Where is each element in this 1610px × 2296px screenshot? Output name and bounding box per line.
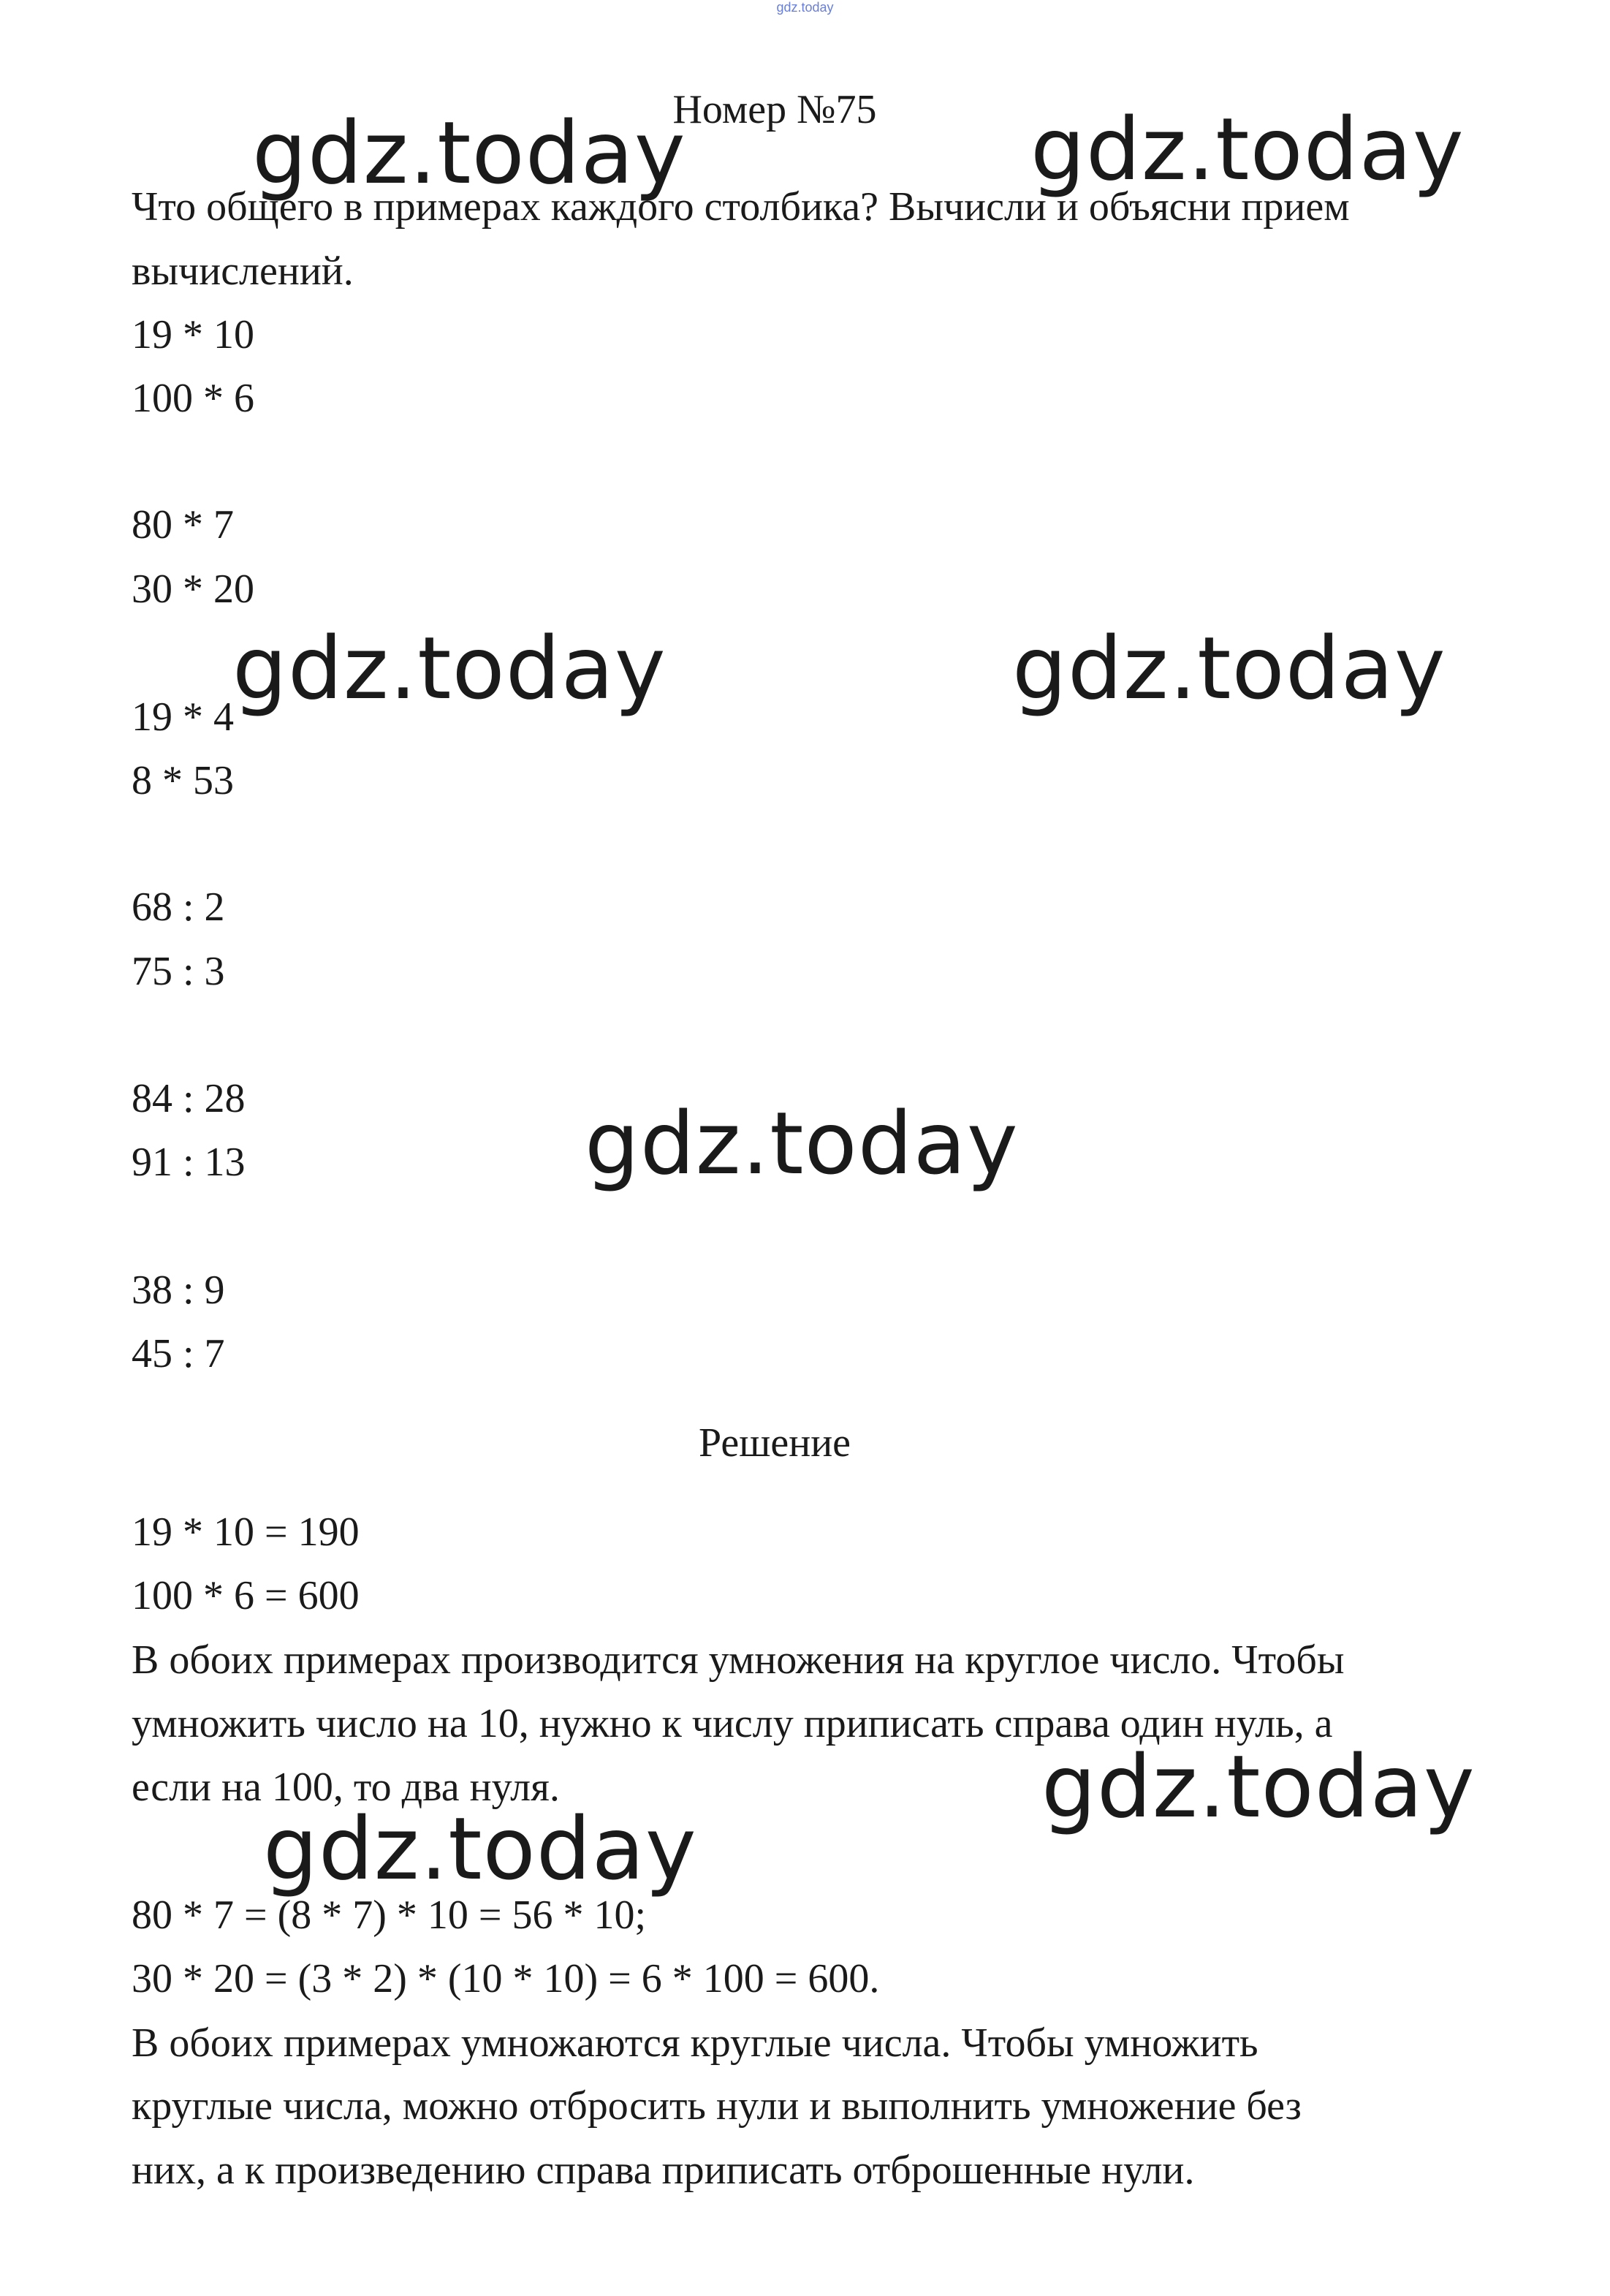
example-7: 68 : 2 <box>132 884 225 930</box>
solution-line-5: если на 100, то два нуля. <box>132 1765 560 1810</box>
header-watermark: gdz.today <box>776 0 834 15</box>
watermark: gdz.today <box>585 1093 1019 1194</box>
watermark: gdz.today <box>252 102 686 203</box>
watermark: gdz.today <box>263 1798 697 1899</box>
solution-line-4: умножить число на 10, нужно к числу приписать справа один нуль, а <box>132 1701 1333 1746</box>
solution-line-6: 80 * 7 = (8 * 7) * 10 = 56 * 10; <box>132 1893 647 1938</box>
example-2: 100 * 6 <box>132 376 254 421</box>
example-11: 38 : 9 <box>132 1268 225 1313</box>
solution-line-7: 30 * 20 = (3 * 2) * (10 * 10) = 6 * 100 = 600. <box>132 1956 880 2001</box>
example-6: 8 * 53 <box>132 758 234 803</box>
solution-line-9: круглые числа, можно отбросить нули и выполнить умножение без <box>132 2083 1302 2129</box>
example-8: 75 : 3 <box>132 949 225 994</box>
example-10: 91 : 13 <box>132 1140 246 1185</box>
example-9: 84 : 28 <box>132 1076 246 1121</box>
example-12: 45 : 7 <box>132 1331 225 1376</box>
solution-heading: Решение <box>698 1420 851 1466</box>
example-3: 80 * 7 <box>132 502 234 548</box>
watermark: gdz.today <box>232 618 667 719</box>
watermark: gdz.today <box>1030 99 1465 200</box>
solution-line-3: В обоих примерах производится умножения на круглое число. Чтобы <box>132 1637 1345 1683</box>
example-1: 19 * 10 <box>132 312 254 357</box>
page-title: Номер №75 <box>672 87 877 132</box>
watermark: gdz.today <box>1012 618 1446 719</box>
solution-line-8: В обоих примерах умножаются круглые числа. Чтобы умножить <box>132 2020 1258 2066</box>
solution-line-10: них, а к произведению справа приписать отброшенные нули. <box>132 2148 1195 2193</box>
question-line-1: Что общего в примерах каждого столбика? Вычисли и объясни прием <box>132 184 1350 230</box>
watermark: gdz.today <box>1041 1736 1476 1837</box>
solution-line-1: 19 * 10 = 190 <box>132 1509 360 1555</box>
solution-line-2: 100 * 6 = 600 <box>132 1573 360 1618</box>
question-line-2: вычислений. <box>132 249 354 294</box>
example-5: 19 * 4 <box>132 694 234 740</box>
example-4: 30 * 20 <box>132 567 254 612</box>
